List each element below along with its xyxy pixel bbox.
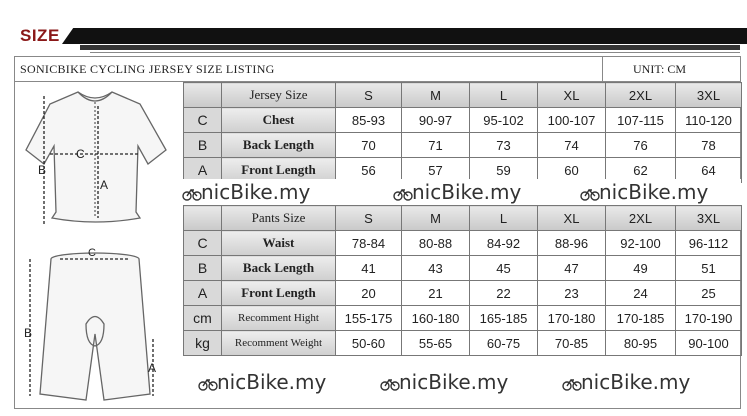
table-cell: 25: [676, 281, 742, 306]
header-banner: [0, 0, 747, 56]
table-cell: 78: [676, 133, 742, 158]
jersey-size-s: S: [336, 83, 402, 108]
table-cell: 50-60: [336, 331, 402, 356]
jersey-row-back-length: [184, 133, 742, 158]
table-cell: 95-102: [470, 108, 538, 133]
row-label: Recomment Weight: [222, 331, 336, 356]
watermark: [182, 180, 310, 204]
table-cell: 76: [606, 133, 676, 158]
table-cell: 49: [606, 256, 676, 281]
watermark: [562, 370, 690, 394]
pants-diagram: [30, 253, 153, 400]
jersey-size-2xl: 2XL: [606, 83, 676, 108]
jersey-size-xl: XL: [538, 83, 606, 108]
garment-diagram: [20, 84, 170, 409]
table-cell: 55-65: [402, 331, 470, 356]
table-cell: 170-185: [606, 306, 676, 331]
table-cell: 80-88: [402, 231, 470, 256]
pants-size-s: S: [336, 206, 402, 231]
row-code: kg: [184, 331, 222, 356]
table-cell: 59: [470, 158, 538, 183]
table-cell: 70: [336, 133, 402, 158]
pants-label-b: B: [24, 326, 33, 340]
pants-size-3xl: 3XL: [676, 206, 742, 231]
header-bar-underline: [80, 45, 740, 50]
table-cell: 56: [336, 158, 402, 183]
pants-size-2xl: 2XL: [606, 206, 676, 231]
row-code: B: [184, 133, 222, 158]
row-label: Chest: [222, 108, 336, 133]
table-cell: 45: [470, 256, 538, 281]
row-label: Back Length: [222, 256, 336, 281]
table-cell: 165-185: [470, 306, 538, 331]
size-section-title: SIZE: [20, 26, 60, 45]
table-cell: 78-84: [336, 231, 402, 256]
listing-title-row: [14, 56, 741, 82]
jersey-label-b: B: [38, 163, 47, 177]
pants-label-a: A: [148, 361, 157, 375]
watermark: [580, 180, 708, 204]
bicycle-s-icon: [393, 187, 413, 201]
pants-outline: [40, 259, 150, 400]
jersey-size-3xl: 3XL: [676, 83, 742, 108]
watermark: [393, 180, 521, 204]
table-cell: 85-93: [336, 108, 402, 133]
jersey-header-code-cell: [184, 83, 222, 108]
pants-label-c: C: [88, 247, 96, 259]
unit-cell: [602, 56, 741, 82]
table-cell: 64: [676, 158, 742, 183]
watermark: [380, 370, 508, 394]
jersey-header-row: [184, 83, 742, 108]
table-cell: 60: [538, 158, 606, 183]
header-bar: [62, 28, 747, 44]
row-code: C: [184, 231, 222, 256]
jersey-header-label: Jersey Size: [222, 83, 336, 108]
bicycle-s-icon: [380, 377, 400, 391]
table-cell: 47: [538, 256, 606, 281]
pants-row-recommended-height: [184, 306, 742, 331]
row-code: C: [184, 108, 222, 133]
table-cell: 23: [538, 281, 606, 306]
watermark-text: nicBike.my: [201, 180, 311, 204]
row-label: Front Length: [222, 281, 336, 306]
bicycle-s-icon: [580, 187, 600, 201]
jersey-row-chest: [184, 108, 742, 133]
watermark-text: nicBike.my: [599, 180, 709, 204]
table-cell: 74: [538, 133, 606, 158]
pants-size-table: [183, 205, 742, 356]
table-cell: 96-112: [676, 231, 742, 256]
table-cell: 41: [336, 256, 402, 281]
table-cell: 62: [606, 158, 676, 183]
table-cell: 107-115: [606, 108, 676, 133]
jersey-size-l: L: [470, 83, 538, 108]
table-cell: 71: [402, 133, 470, 158]
table-cell: 84-92: [470, 231, 538, 256]
pants-row-front-length: [184, 281, 742, 306]
table-cell: 80-95: [606, 331, 676, 356]
table-cell: 60-75: [470, 331, 538, 356]
pants-size-l: L: [470, 206, 538, 231]
row-code: A: [184, 281, 222, 306]
pants-size-xl: XL: [538, 206, 606, 231]
table-cell: 88-96: [538, 231, 606, 256]
table-cell: 92-100: [606, 231, 676, 256]
bicycle-s-icon: [562, 377, 582, 391]
pants-header-code-cell: [184, 206, 222, 231]
jersey-label-a: A: [100, 178, 109, 192]
row-label: Front Length: [222, 158, 336, 183]
table-cell: 73: [470, 133, 538, 158]
row-code: B: [184, 256, 222, 281]
row-label: Back Length: [222, 133, 336, 158]
jersey-size-table: [183, 82, 742, 183]
bicycle-s-icon: [182, 187, 202, 201]
watermark-text: nicBike.my: [581, 370, 691, 394]
table-cell: 160-180: [402, 306, 470, 331]
row-code: cm: [184, 306, 222, 331]
pants-row-recommended-weight: [184, 331, 742, 356]
jersey-diagram: [26, 92, 166, 224]
watermark-text: nicBike.my: [399, 370, 509, 394]
table-cell: 21: [402, 281, 470, 306]
header-divider: [90, 52, 740, 53]
watermark: [198, 370, 326, 394]
pants-row-waist: [184, 231, 742, 256]
table-cell: 22: [470, 281, 538, 306]
pants-row-back-length: [184, 256, 742, 281]
table-cell: 70-85: [538, 331, 606, 356]
table-cell: 155-175: [336, 306, 402, 331]
table-cell: 100-107: [538, 108, 606, 133]
watermark-text: nicBike.my: [412, 180, 522, 204]
row-label: Waist: [222, 231, 336, 256]
pants-header-row: [184, 206, 742, 231]
table-cell: 170-180: [538, 306, 606, 331]
table-cell: 24: [606, 281, 676, 306]
pants-size-m: M: [402, 206, 470, 231]
bicycle-s-icon: [198, 377, 218, 391]
pants-header-label: Pants Size: [222, 206, 336, 231]
jersey-outline: [26, 92, 166, 222]
table-cell: 51: [676, 256, 742, 281]
table-cell: 20: [336, 281, 402, 306]
table-cell: 170-190: [676, 306, 742, 331]
table-cell: 90-100: [676, 331, 742, 356]
table-cell: 90-97: [402, 108, 470, 133]
table-cell: 110-120: [676, 108, 742, 133]
table-cell: 57: [402, 158, 470, 183]
jersey-size-m: M: [402, 83, 470, 108]
row-label: Recomment Hight: [222, 306, 336, 331]
jersey-label-c: C: [76, 147, 85, 161]
listing-title: SONICBIKE CYCLING JERSEY SIZE LISTING: [20, 62, 275, 76]
row-code: A: [184, 158, 222, 183]
unit-label: UNIT: CM: [633, 62, 687, 76]
table-cell: 43: [402, 256, 470, 281]
watermark-text: nicBike.my: [217, 370, 327, 394]
